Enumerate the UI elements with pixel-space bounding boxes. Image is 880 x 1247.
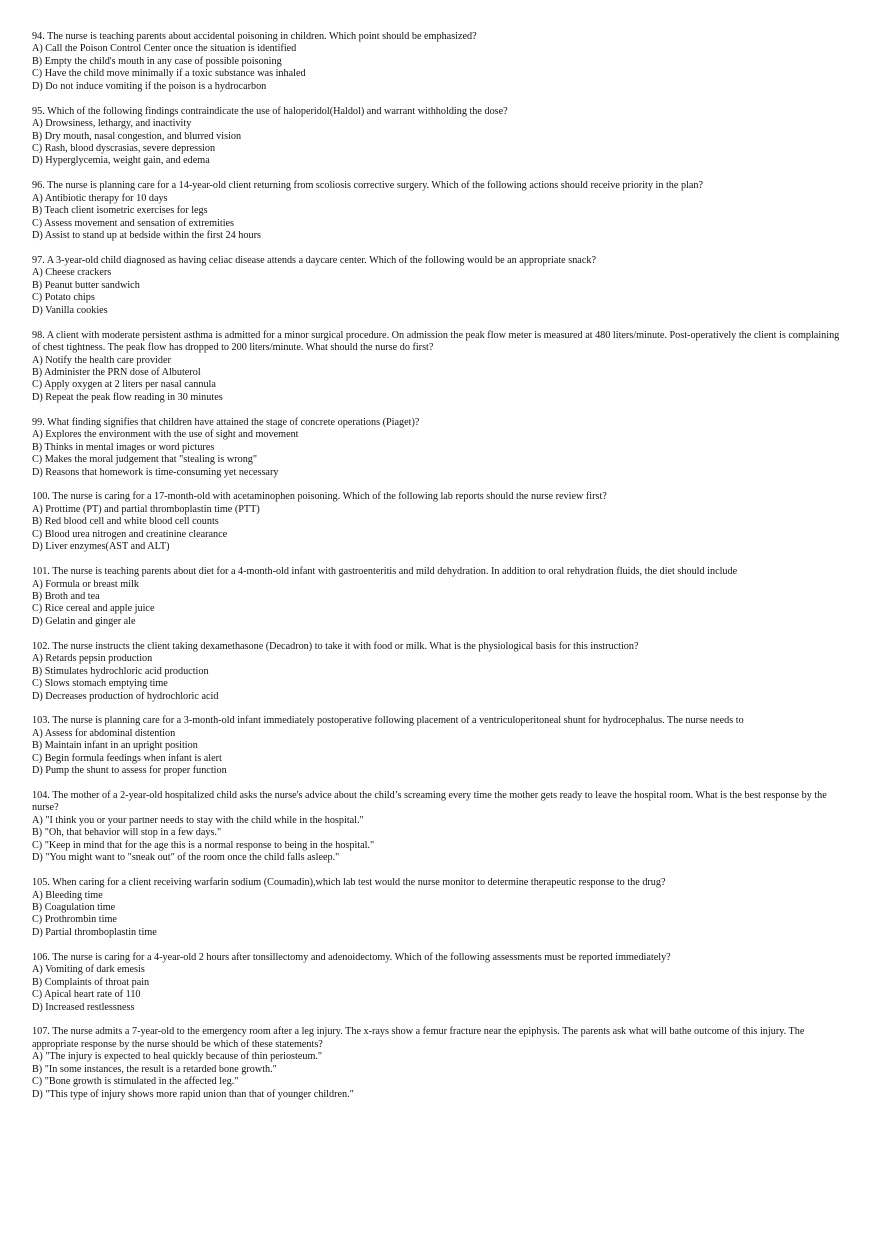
answer-option: C) Apical heart rate of 110	[32, 989, 141, 1001]
answer-option: D) Pump the shunt to assess for proper function	[32, 765, 227, 777]
answer-options	[32, 355, 850, 405]
answer-options	[32, 193, 850, 243]
answer-option: C) Makes the moral judgement that "stealing is wrong"	[32, 454, 258, 466]
answer-option: A) Notify the health care provider	[32, 354, 171, 366]
answer-option: B) Teach client isometric exercises for legs	[32, 205, 208, 217]
answer-option: D) Liver enzymes(AST and ALT)	[32, 541, 170, 553]
question-block	[32, 491, 850, 553]
answer-option: B) "Oh, that behavior will stop in a few days."	[32, 827, 222, 839]
question-block	[32, 790, 850, 865]
question-block	[32, 31, 850, 93]
answer-option: D) Increased restlessness	[32, 1001, 135, 1013]
question-stem: 100. The nurse is caring for a 17-month-old with acetaminophen poisoning. Which of the following lab reports should the nurse review first?	[32, 491, 607, 503]
question-block	[32, 180, 850, 242]
question-stem: 104. The mother of a 2-year-old hospitalized child asks the nurse's advice about the child’s screaming every time the mother gets ready to leave the hospital room. What is the best response by the nurse?	[32, 790, 827, 814]
question-stem: 96. The nurse is planning care for a 14-year-old client returning from scoliosis corrective surgery. Which of the following actions should receive priority in the plan?	[32, 180, 704, 192]
answer-option: A) Cheese crackers	[32, 267, 112, 279]
answer-option: A) Retards pepsin production	[32, 653, 153, 665]
answer-option: C) Apply oxygen at 2 liters per nasal cannula	[32, 379, 216, 391]
question-stem: 97. A 3-year-old child diagnosed as having celiac disease attends a daycare center. Which of the following would be an appropriate snack?	[32, 254, 596, 266]
answer-option: B) Peanut butter sandwich	[32, 279, 140, 291]
answer-option: D) Vanilla cookies	[32, 304, 108, 316]
question-stem: 103. The nurse is planning care for a 3-month-old infant immediately postoperative following placement of a ventriculoperitoneal shunt for hydrocephalus. The nurse needs to	[32, 715, 744, 727]
answer-option: B) Thinks in mental images or word pictures	[32, 441, 215, 453]
question-stem: 107. The nurse admits a 7-year-old to the emergency room after a leg injury. The x-rays show a femur fracture near the epiphysis. The parents ask what will bathe outcome of this injury. The appropriate response by the nurse should be which of these statements?	[32, 1026, 805, 1050]
answer-option: B) Administer the PRN dose of Albuterol	[32, 366, 201, 378]
answer-option: A) "The injury is expected to heal quickly because of thin periosteum."	[32, 1051, 323, 1063]
answer-options	[32, 429, 850, 479]
answer-option: C) Begin formula feedings when infant is alert	[32, 752, 222, 764]
question-stem: 95. Which of the following findings contraindicate the use of haloperidol(Haldol) and warrant withholding the dose?	[32, 105, 508, 117]
question-block	[32, 641, 850, 703]
answer-options	[32, 890, 850, 940]
answer-option: D) Assist to stand up at bedside within the first 24 hours	[32, 230, 261, 242]
answer-option: B) Empty the child's mouth in any case of possible poisoning	[32, 55, 282, 67]
answer-options	[32, 118, 850, 168]
answer-option: C) "Keep in mind that for the age this is a normal response to being in the hospital."	[32, 839, 375, 851]
answer-options	[32, 1051, 850, 1101]
answer-option: C) Slows stomach emptying time	[32, 678, 168, 690]
answer-option: D) Reasons that homework is time-consuming yet necessary	[32, 466, 279, 478]
answer-option: D) Do not induce vomiting if the poison is a hydrocarbon	[32, 80, 267, 92]
answer-option: B) Complaints of throat pain	[32, 976, 150, 988]
answer-option: A) Vomiting of dark emesis	[32, 964, 145, 976]
answer-options	[32, 728, 850, 778]
answer-options	[32, 267, 850, 317]
answer-option: A) Bleeding time	[32, 889, 103, 901]
answer-option: C) Blood urea nitrogen and creatinine clearance	[32, 528, 228, 540]
answer-option: B) Red blood cell and white blood cell counts	[32, 516, 219, 528]
answer-option: B) Dry mouth, nasal congestion, and blurred vision	[32, 130, 242, 142]
question-block	[32, 952, 850, 1014]
answer-options	[32, 504, 850, 554]
answer-options	[32, 579, 850, 629]
answer-option: A) Drowsiness, lethargy, and inactivity	[32, 118, 192, 130]
answer-option: B) "In some instances, the result is a retarded bone growth."	[32, 1063, 277, 1075]
answer-option: C) Prothrombin time	[32, 914, 117, 926]
question-block	[32, 255, 850, 317]
question-block	[32, 417, 850, 479]
answer-option: D) "You might want to "sneak out" of the room once the child falls asleep."	[32, 852, 340, 864]
question-stem: 106. The nurse is caring for a 4-year-old 2 hours after tonsillectomy and adenoidectomy. Which of the following assessments must be reported immediately?	[32, 951, 671, 963]
question-block	[32, 106, 850, 168]
answer-option: D) Repeat the peak flow reading in 30 minutes	[32, 391, 223, 403]
question-block	[32, 566, 850, 628]
answer-option: C) "Bone growth is stimulated in the affected leg."	[32, 1076, 239, 1088]
answer-option: A) Prottime (PT) and partial thromboplastin time (PTT)	[32, 503, 260, 515]
answer-option: A) Explores the environment with the use of sight and movement	[32, 429, 299, 441]
question-stem: 94. The nurse is teaching parents about accidental poisoning in children. Which point should be emphasized?	[32, 31, 477, 42]
answer-option: C) Potato chips	[32, 292, 95, 304]
answer-option: C) Rice cereal and apple juice	[32, 603, 155, 615]
answer-option: C) Assess movement and sensation of extremities	[32, 217, 235, 229]
question-stem: 105. When caring for a client receiving warfarin sodium (Coumadin),which lab test would the nurse monitor to determine therapeutic response to the drug?	[32, 877, 666, 889]
answer-options	[32, 964, 850, 1014]
question-stem: 99. What finding signifies that children have attained the stage of concrete operations (Piaget)?	[32, 416, 420, 428]
question-stem: 101. The nurse is teaching parents about diet for a 4-month-old infant with gastroenteritis and mild dehydration. In addition to oral rehydration fluids, the diet should include	[32, 566, 738, 578]
answer-option: B) Broth and tea	[32, 590, 100, 602]
question-stem: 102. The nurse instructs the client taking dexamethasone (Decadron) to take it with food or milk. What is the physiological basis for this instruction?	[32, 640, 639, 652]
answer-option: D) Partial thromboplastin time	[32, 926, 157, 938]
question-stem: 98. A client with moderate persistent asthma is admitted for a minor surgical procedure. On admission the peak flow meter is measured at 480 liters/minute. Post-operatively the client is complaining of chest tightness. The peak flow has dropped to 200 liters/minute. What should the nurse do first?	[32, 329, 840, 354]
answer-options	[32, 653, 850, 703]
answer-option: D) Gelatin and ginger ale	[32, 615, 136, 627]
answer-option: B) Stimulates hydrochloric acid production	[32, 665, 209, 677]
question-block	[32, 877, 850, 939]
answer-option: A) Call the Poison Control Center once the situation is identified	[32, 43, 297, 55]
answer-option: A) Antibiotic therapy for 10 days	[32, 192, 168, 204]
answer-option: A) Assess for abdominal distention	[32, 727, 176, 739]
answer-option: C) Have the child move minimally if a toxic substance was inhaled	[32, 68, 306, 80]
answer-option: C) Rash, blood dyscrasias, severe depression	[32, 143, 216, 155]
question-block	[32, 330, 850, 405]
answer-option: D) "This type of injury shows more rapid union than that of younger children."	[32, 1088, 354, 1100]
document-page	[32, 31, 850, 1114]
question-block	[32, 715, 850, 777]
answer-option: D) Decreases production of hydrochloric acid	[32, 690, 219, 702]
answer-options	[32, 815, 850, 865]
answer-option: A) "I think you or your partner needs to stay with the child while in the hospital."	[32, 814, 364, 826]
answer-option: D) Hyperglycemia, weight gain, and edema	[32, 155, 210, 167]
answer-option: A) Formula or breast milk	[32, 578, 139, 590]
answer-option: B) Coagulation time	[32, 902, 116, 914]
answer-options	[32, 43, 850, 93]
question-block	[32, 1026, 850, 1101]
answer-option: B) Maintain infant in an upright position	[32, 740, 198, 752]
